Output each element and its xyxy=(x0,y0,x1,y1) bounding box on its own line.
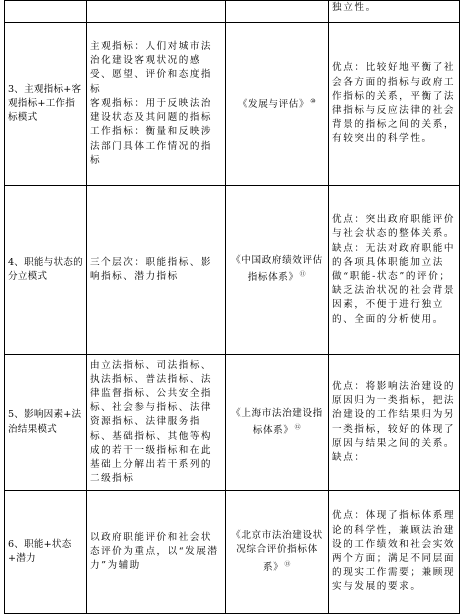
table-row xyxy=(5,23,460,186)
book-cell xyxy=(226,1,329,23)
table-row xyxy=(5,491,460,614)
book-title: 《发展与评估》 xyxy=(237,99,310,111)
book-cell xyxy=(226,355,329,491)
book-cell xyxy=(226,23,329,186)
evaluation-cell xyxy=(329,23,460,186)
evaluation-text: 缺点：无法对政府职能中的各项具体职能加立法做“职能-状态”的评价；缺乏法治状况的社会背景因素，不便于进行独立的、全面的分析使用。 xyxy=(332,242,456,325)
table-row xyxy=(5,186,460,355)
description-text: 以政府职能评价和社会状态评价为重点，以“发展潜力”为辅助 xyxy=(90,531,219,572)
book-cell xyxy=(226,491,329,614)
evaluation-text: 优点：将影响法治建设的原因归为一类指标，把法治建设的工作结果归为另一类指标，较好的体现了原因与结果之间的关系。 xyxy=(332,380,456,449)
evaluation-text: 优点：突出政府职能评价与社会状态的整体关系。 xyxy=(332,214,456,240)
mode-cell xyxy=(5,355,87,491)
mode-cell xyxy=(5,491,87,614)
footnote-marker: ⑩ xyxy=(310,98,317,106)
footnote-marker: ⑪ xyxy=(299,271,307,279)
book-title: 《北京市法治建设状况综合评价指标体系》 xyxy=(231,530,323,573)
book-title: 《中国政府绩效评估指标体系》 xyxy=(231,255,323,284)
evaluation-text: 缺点： xyxy=(332,451,366,463)
footnote-marker: ⑫ xyxy=(294,423,302,431)
description-text: 由立法指标、司法指标、执法指标、普法指标、法律监督指标、公共安全指标、社会参与指标、法律资源指标、法律服务指标、基础指标、其他等构成的若干一级指标和在此基础上分解出若干系列的二级指标 xyxy=(90,359,213,485)
description-cell xyxy=(87,186,226,355)
mode-label: 6、职能+状态+潜力 xyxy=(8,538,72,564)
description-cell xyxy=(87,1,226,23)
description-text: 工作指标：衡量和反映涉法部门具体工作情况的指标 xyxy=(90,126,213,166)
description-cell xyxy=(87,491,226,614)
evaluation-cell xyxy=(329,186,460,355)
evaluation-text: 独立性。 xyxy=(332,2,377,13)
table-row xyxy=(5,355,460,491)
evaluation-cell xyxy=(329,491,460,614)
mode-label: 3、主观指标+客观指标+工作指标模式 xyxy=(8,83,82,124)
evaluation-cell xyxy=(329,355,460,491)
table-row xyxy=(5,1,460,23)
mode-cell xyxy=(5,186,87,355)
book-cell xyxy=(226,186,329,355)
description-text: 三个层次：职能指标、影响指标、潜力指标 xyxy=(90,256,213,282)
mode-cell xyxy=(5,23,87,186)
mode-label: 5、影响因素+法治结果模式 xyxy=(8,409,82,435)
book-title: 《上海市法治建设指标体系》 xyxy=(231,407,323,437)
evaluation-text: 优点：体现了指标体系理论的科学性，兼顾法治建设的工作绩效和社会实效两个方面；满足不同层面的现实工作需要；兼顾现实与发展的要求。 xyxy=(332,510,456,593)
mode-label: 4、职能与状态的分立模式 xyxy=(8,256,83,282)
description-text: 客观指标：用于反映法治建设状态及其问题的指标 xyxy=(90,97,213,124)
description-cell xyxy=(87,23,226,186)
mode-cell xyxy=(5,1,87,23)
description-cell xyxy=(87,355,226,491)
description-text: 主观指标：人们对城市法治化建设客观状况的感受、愿望、评价和态度指标 xyxy=(90,41,213,95)
footnote-marker: ⑬ xyxy=(284,560,291,568)
evaluation-text: 优点：比较好地平衡了社会各方面的指标与政府工作指标的关系，平衡了法律指标与反应法律的社会背景的指标之间的关系，有较突出的科学性。 xyxy=(332,62,456,145)
evaluation-cell xyxy=(329,1,460,23)
comparison-table xyxy=(4,0,460,614)
